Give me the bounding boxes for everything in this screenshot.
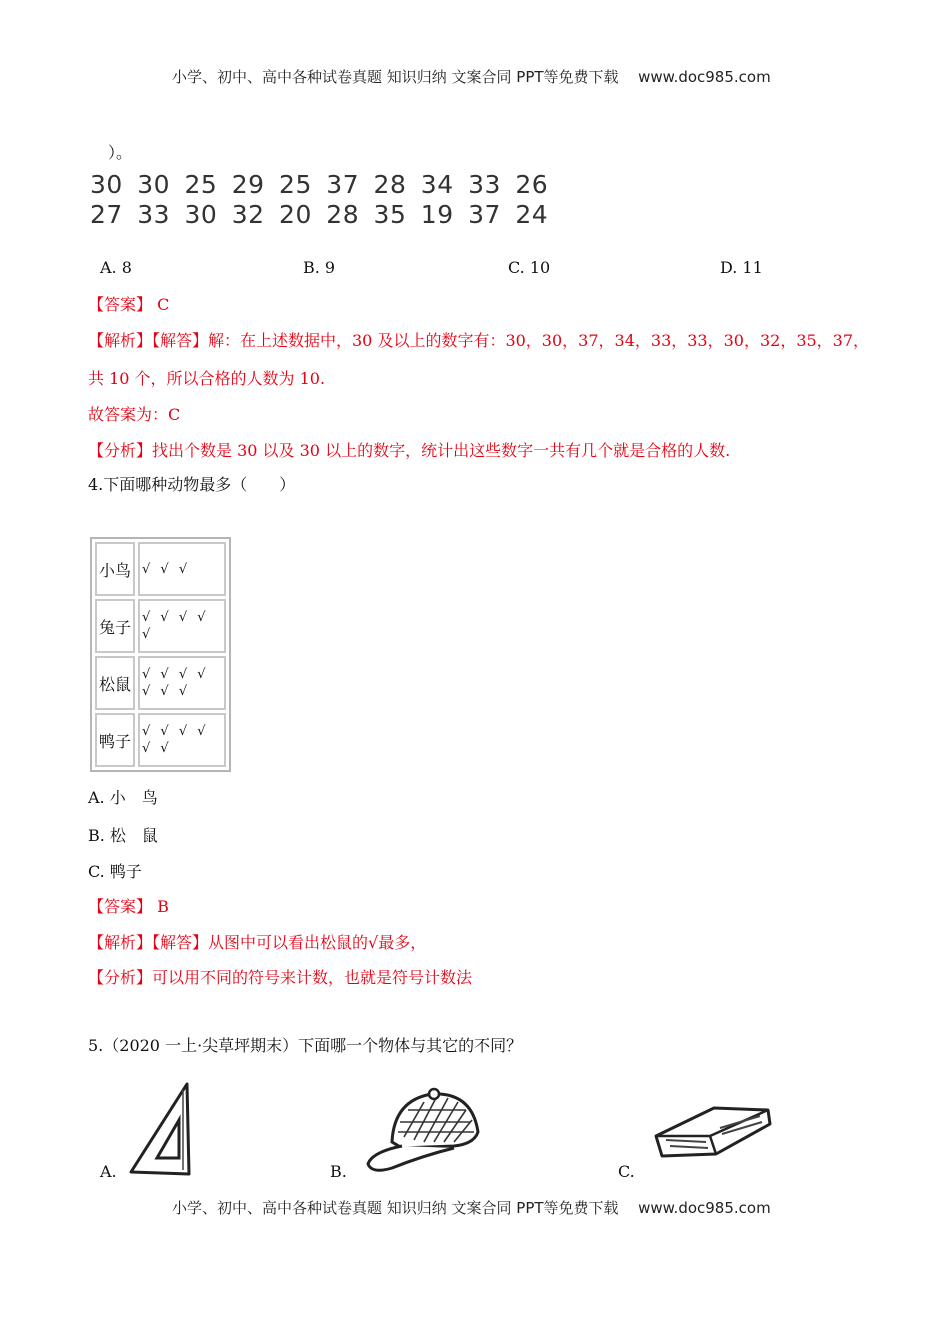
q3-option-a: A. 8 bbox=[100, 258, 132, 277]
page-footer bbox=[172, 1197, 771, 1218]
q3-analysis-line2: 共 10 个，所以合格的人数为 10. bbox=[88, 369, 326, 388]
q4-option-c: C. 鸭子 bbox=[88, 862, 142, 881]
question-tail: ）。 bbox=[108, 143, 133, 162]
animal-label: 小鸟 bbox=[95, 542, 135, 596]
q5-option-c: C. bbox=[618, 1162, 635, 1181]
table-row bbox=[95, 713, 226, 767]
animal-label: 松鼠 bbox=[95, 656, 135, 710]
cap-image bbox=[362, 1082, 490, 1178]
q4-analysis: 【解析】【解答】从图中可以看出松鼠的√最多， bbox=[88, 933, 427, 952]
tally-marks: √ √ √ √ √ √ bbox=[138, 713, 226, 767]
q4-fenxi: 【分析】可以用不同的符号来计数，也就是符号计数法 bbox=[88, 968, 473, 987]
q5-option-b: B. bbox=[330, 1162, 347, 1181]
q4-option-b: B. 松 鼠 bbox=[88, 826, 158, 845]
page-header bbox=[172, 66, 771, 87]
numbers-row-1: 30 30 25 29 25 37 28 34 33 26 bbox=[90, 170, 549, 199]
footer-text: 小学、初中、高中各种试卷真题 知识归纳 文案合同 PPT等免费下载 bbox=[172, 1199, 619, 1217]
q5-question: 5.（2020 一上·尖草坪期末）下面哪一个物体与其它的不同？ bbox=[88, 1036, 523, 1055]
table-row bbox=[95, 656, 226, 710]
q4-answer: 【答案】 B bbox=[88, 897, 169, 916]
eraser-image bbox=[650, 1098, 774, 1166]
q3-answer: 【答案】 C bbox=[88, 295, 170, 314]
q3-analysis-line1: 【解析】【解答】解：在上述数据中，30 及以上的数字有：30，30，37，34，33，33，30，32，35，37， bbox=[88, 331, 870, 350]
table-row bbox=[95, 599, 226, 653]
q3-conclusion: 故答案为：C bbox=[88, 405, 181, 424]
tally-marks: √ √ √ bbox=[138, 542, 226, 596]
q3-option-d: D. 11 bbox=[720, 258, 763, 277]
animal-label: 鸭子 bbox=[95, 713, 135, 767]
tally-table bbox=[90, 537, 231, 772]
header-text: 小学、初中、高中各种试卷真题 知识归纳 文案合同 PPT等免费下载 bbox=[172, 68, 619, 86]
footer-url[interactable]: www.doc985.com bbox=[638, 1199, 771, 1217]
table-row bbox=[95, 542, 226, 596]
tally-marks: √ √ √ √ √ √ √ bbox=[138, 656, 226, 710]
q3-fenxi: 【分析】找出个数是 30 以及 30 以上的数字，统计出这些数字一共有几个就是合格的人数. bbox=[88, 441, 731, 460]
q4-option-a: A. 小 鸟 bbox=[88, 788, 158, 807]
animal-label: 兔子 bbox=[95, 599, 135, 653]
q3-option-c: C. 10 bbox=[508, 258, 551, 277]
numbers-row-2: 27 33 30 32 20 28 35 19 37 24 bbox=[90, 200, 549, 229]
tally-marks: √ √ √ √ √ bbox=[138, 599, 226, 653]
header-url[interactable]: www.doc985.com bbox=[638, 68, 771, 86]
triangle-ruler-image bbox=[125, 1080, 195, 1180]
q3-option-b: B. 9 bbox=[303, 258, 336, 277]
q4-question: 4.下面哪种动物最多（ ） bbox=[88, 475, 296, 494]
q5-option-a: A. bbox=[100, 1162, 117, 1181]
